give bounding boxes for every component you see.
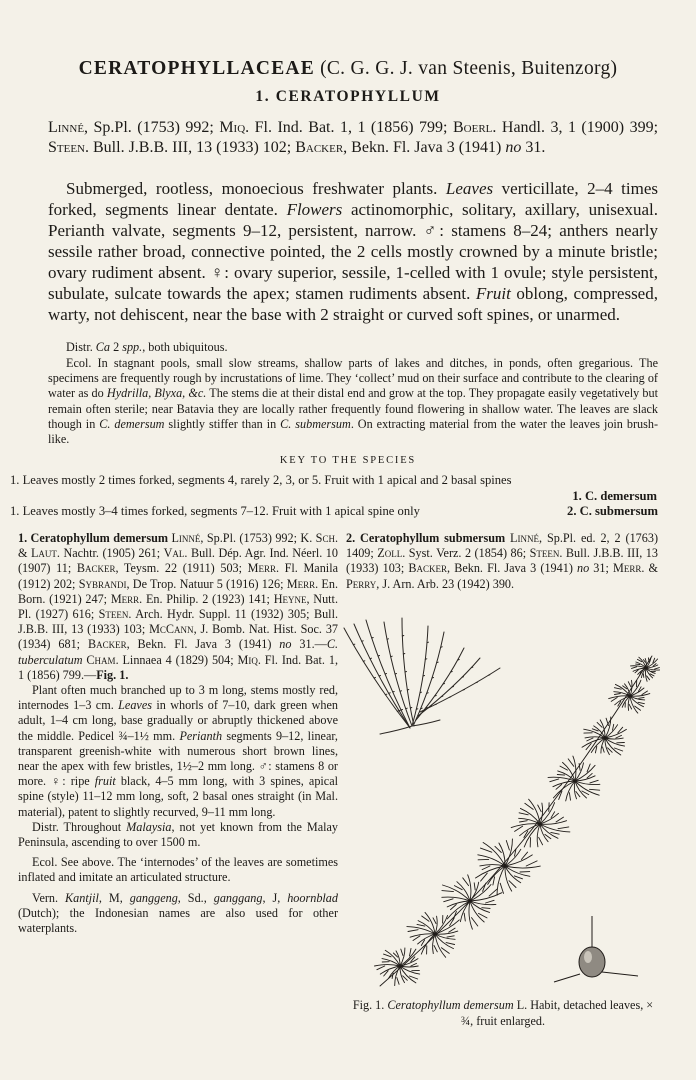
text-run: . En. Born. (1921) 247;: [18, 576, 338, 606]
whorl-leaf: [505, 866, 540, 868]
text-run: (Dutch); the Indonesian names are also used for other waterplants.: [18, 905, 338, 936]
text-run: McCann: [149, 622, 194, 637]
text-run: , both ubiquitous.: [142, 340, 228, 354]
whorl-fork: [538, 805, 542, 812]
whorl-leaf: [418, 934, 435, 944]
text-run: Val: [163, 546, 185, 561]
text-run: Sybrandi: [78, 576, 127, 591]
text-run: Fig. 1.: [96, 667, 129, 682]
whorl-fork: [525, 803, 533, 809]
leaf-dent: [420, 692, 422, 693]
whorl-leaf: [628, 696, 630, 710]
leaf-dent: [401, 710, 403, 711]
whorl-fork: [392, 973, 393, 978]
text-run: oblong, compressed, warty, not dehiscent, near the base with 2 straight or curved soft spines, or unarmed.: [48, 284, 658, 324]
leaf-dent: [379, 676, 381, 677]
whorl-leaf: [585, 737, 605, 738]
whorl-fork: [639, 697, 644, 698]
whorl-fork: [647, 676, 650, 680]
leaf-dent: [443, 684, 445, 685]
whorl-fork: [628, 682, 631, 687]
whorl-leaf: [540, 824, 570, 832]
text-run: Miq: [219, 119, 246, 136]
whorl-fork: [551, 832, 559, 834]
text-run: Kantjil: [65, 890, 99, 905]
text-run: Ca: [95, 340, 111, 354]
whorl-leaf: [435, 934, 455, 939]
text-run: black, 4–5 mm long, with 3 spines, apical spine (style) 11–12 mm long, soft, 2 basal ones straight (in Mal. material), patent to slightly recurved, 9–11 mm long.: [18, 774, 338, 819]
key-lead-1-result: 1. C. demersum: [572, 489, 657, 503]
whorl-fork: [519, 813, 528, 815]
fruit-drawing: [554, 916, 638, 982]
text-run: C. tuberculatum: [18, 637, 338, 667]
text-run: . Fl. Ind. Bat. 1, 1 (1856) 799.—: [18, 652, 338, 682]
genus-heading: 1. CERATOPHYLLUM: [255, 88, 441, 105]
text-run: Linné: [171, 531, 201, 545]
whorl-fork: [587, 738, 593, 741]
text-run: Steen: [48, 139, 85, 156]
text-run: C. submersum: [280, 416, 351, 431]
whorl-leaf: [400, 966, 418, 967]
whorl-fork: [615, 748, 623, 751]
text-run: 31.—: [291, 637, 327, 652]
whorl-fork: [576, 792, 580, 797]
whorl-fork: [411, 963, 417, 966]
whorl-fork: [590, 789, 600, 790]
text-run: 31;: [589, 561, 613, 576]
text-run: Merr: [247, 561, 276, 576]
genus-ecology: [48, 356, 658, 447]
text-run: . En. Philip. 2 (1923) 141;: [139, 591, 274, 606]
whorl-fork: [539, 837, 543, 844]
text-run: . Bull. J.B.B. III, 13 (1933) 103;: [346, 546, 658, 576]
whorl-leaf: [553, 781, 575, 798]
text-run: , Nutt. Pl. (1927) 616;: [18, 591, 338, 622]
species-2-column: [346, 531, 658, 592]
text-run: . Syst. Verz. 2 (1854) 86;: [402, 546, 530, 561]
text-run: verticillate, 2–4 times forked, segments linear dentate.: [48, 179, 658, 219]
whorl-fork: [509, 881, 516, 888]
leaf-segment: [402, 618, 414, 726]
leaf-dent: [463, 690, 465, 691]
whorl-fork: [629, 704, 631, 709]
text-run: Boerl: [453, 119, 493, 136]
leaf-segment: [420, 668, 500, 712]
whorl-fork: [474, 883, 475, 890]
whorl-fork: [603, 747, 605, 752]
whorl-fork: [463, 878, 469, 886]
whorl-fork: [413, 936, 420, 941]
whorl-leaf: [425, 912, 435, 934]
text-run: , J. Bomb. Nat. Hist. Soc. 37 (1934) 681;: [18, 622, 339, 652]
text-run: Leaves: [118, 698, 152, 713]
leaf-dent: [410, 708, 412, 709]
text-run: , Bekn. Fl. Java 3 (1941): [126, 637, 280, 652]
text-run: Flowers: [286, 200, 343, 219]
leaf-dent: [462, 677, 464, 678]
leaf-dent: [403, 654, 405, 655]
whorl-fork: [515, 826, 523, 831]
whorl-fork: [550, 779, 559, 782]
text-run: , J. Arn. Arb. 23 (1942) 390.: [376, 576, 515, 591]
whorl-fork: [614, 688, 621, 690]
whorl-fork: [643, 674, 644, 678]
whorl-fork: [486, 900, 495, 903]
whorl-fork: [613, 724, 614, 730]
text-run: . Fl. Manila (1912) 202;: [18, 561, 338, 591]
leaf-dent: [385, 694, 387, 695]
text-run: Merr. & Perry: [346, 561, 658, 591]
genus-distribution: [48, 340, 658, 355]
leaf-dent: [353, 644, 355, 645]
leaf-dent: [437, 662, 439, 663]
leaf-dent: [435, 704, 437, 705]
text-run: . Handl. 3, 1 (1900) 399;: [492, 119, 659, 136]
detached-leaves-drawing: [344, 618, 500, 734]
leaf-dent: [425, 659, 427, 660]
whorl-fork: [495, 846, 501, 852]
whorl-fork: [608, 748, 613, 753]
leaf-dent: [406, 708, 408, 709]
whorl-fork: [384, 954, 392, 957]
whorl-leaf: [385, 950, 400, 966]
leaf-dent: [427, 693, 429, 694]
species-1-column: [18, 531, 338, 936]
text-run: , Sp.Pl. (1753) 992;: [200, 531, 301, 545]
text-run: 31.: [521, 139, 546, 156]
whorl-leaf: [540, 824, 558, 838]
leaf-dent: [441, 647, 443, 648]
text-run: Steen: [98, 607, 129, 622]
family-title: [0, 58, 696, 80]
key-lead-2-result: 2. C. submersum: [567, 504, 658, 518]
leaf-segment: [414, 632, 444, 724]
text-run: L. Habit, detached leaves, × ¾, fruit enlarged.: [460, 998, 654, 1028]
text-run: ganggang: [213, 890, 263, 905]
whorl-leaf: [483, 843, 505, 867]
whorl-leaf: [540, 803, 543, 824]
stem: [380, 656, 652, 986]
text-run: no: [505, 139, 522, 156]
leaf-segment: [384, 622, 412, 726]
whorl-fork: [442, 891, 454, 892]
figure-illustration: [340, 616, 660, 992]
whorl-fork: [595, 747, 596, 753]
text-run: ganggeng: [129, 890, 178, 905]
text-run: Zoll: [377, 546, 403, 561]
key-lead-2: [10, 504, 658, 519]
whorl-fork: [611, 698, 617, 702]
leaf-dent: [451, 672, 453, 673]
whorl-fork: [655, 668, 660, 670]
key-lead-1: 1. Leaves mostly 2 times forked, segments 4, rarely 2, 3, or 5. Fruit with 1 apical and 2 basal spines: [10, 473, 512, 487]
text-run: fruit: [94, 774, 116, 789]
leaf-dent: [374, 678, 376, 679]
text-run: slightly stiffer than in: [164, 416, 281, 431]
whorl-fork: [433, 918, 436, 924]
species-1-description: [18, 683, 338, 820]
whorl-leaf: [443, 885, 471, 901]
text-run: Merr: [286, 576, 316, 591]
whorl-fork: [434, 946, 437, 952]
leaf-dent: [476, 682, 478, 683]
key-heading: KEY TO THE SPECIES: [279, 455, 417, 466]
whorl-fork: [464, 913, 465, 921]
leaf-dent: [389, 693, 391, 694]
text-run: . Nachtr. (1905) 261;: [56, 546, 164, 561]
text-run: , Teysm. 22 (1911) 503;: [115, 561, 248, 576]
leaf-dent: [432, 678, 434, 679]
text-run: Backer: [76, 561, 116, 576]
leaf-dent: [372, 638, 374, 639]
whorl-fork: [408, 930, 418, 932]
whorl-leaf: [575, 781, 599, 795]
text-run: Submerged, rootless, monoecious freshwater plants.: [66, 179, 446, 198]
leaf-dent: [421, 708, 423, 709]
text-run: . Bull. J.B.B. III, 13 (1933) 102;: [85, 139, 296, 156]
whorl-fork: [403, 976, 408, 981]
text-run: . Bull. Dép. Agr. Ind. Néerl. 10 (1907) 11;: [18, 546, 338, 576]
family-name: CERATOPHYLLACEAE: [78, 58, 315, 79]
leaf-dent: [435, 696, 437, 697]
text-run: , Sd.,: [177, 890, 214, 905]
whorl-fork: [556, 817, 564, 822]
whorl-fork: [568, 759, 574, 766]
leaf-dent: [405, 672, 407, 673]
text-run: K. Sch. & Laut: [18, 531, 338, 561]
text-run: Backer: [408, 561, 448, 576]
text-run: segments 9–12, linear, transparent greenish-white with numerous short brown lines, near the apex with few bristles, 1½–2 mm long. ♂: stamens 8 or more. ♀: ripe: [18, 728, 338, 789]
whorl-fork: [638, 702, 644, 703]
leaf-dent: [395, 674, 397, 675]
text-run: Leaves: [445, 179, 494, 198]
text-run: Steen: [529, 546, 560, 561]
text-run: Ceratophyllum demersum: [387, 998, 514, 1012]
whorl-fork: [616, 735, 622, 738]
text-run: no: [577, 561, 590, 576]
leaf-dent: [449, 697, 451, 698]
text-run: , De Trop. Natuur 5 (1916) 126;: [126, 576, 287, 591]
whorl-fork: [642, 691, 648, 695]
leaf-dent: [402, 636, 404, 637]
text-run: , M,: [98, 890, 130, 905]
text-run: Merr: [110, 591, 140, 606]
whorl-fork: [480, 848, 491, 852]
whorl-leaf: [537, 824, 540, 847]
leaf-dent: [427, 642, 429, 643]
species-1-vernacular: [18, 891, 338, 937]
species-2-citation: [346, 531, 658, 592]
text-run: , not yet known from the Malay Peninsula, ascending to over 1500 m.: [18, 819, 339, 850]
whorl-fork: [447, 936, 454, 937]
species-1-distribution: [18, 820, 338, 850]
whorl-fork: [449, 928, 455, 932]
whorl-fork: [526, 861, 537, 866]
text-run: C. demersum: [99, 416, 165, 431]
leaf-dent: [471, 667, 473, 668]
text-run: no: [279, 637, 292, 652]
text-run: hoornblad: [287, 890, 338, 905]
text-run: . Fl. Ind. Bat. 1, 1 (1856) 799;: [245, 119, 453, 136]
text-run: 2. Ceratophyllum submersum: [346, 531, 506, 545]
leaf-dent: [416, 709, 418, 710]
species-1-citation: [18, 531, 338, 683]
text-run: 2: [110, 340, 123, 354]
whorl-fork: [472, 918, 478, 926]
whorl-fork: [482, 866, 490, 870]
text-run: Cham: [86, 652, 116, 667]
leaf-dent: [393, 692, 395, 693]
whorl-leaf: [433, 934, 435, 954]
whorl-fork: [417, 924, 425, 926]
whorl-fork: [648, 658, 649, 662]
whorl-leaf: [407, 927, 435, 934]
whorl-fork: [493, 877, 495, 885]
leaf-dent: [387, 639, 389, 640]
text-run: , J,: [262, 890, 288, 905]
whorl-leaf: [400, 966, 416, 983]
whorl-fork: [410, 976, 418, 979]
whorl-fork: [632, 667, 637, 669]
whorl-leaf: [375, 965, 401, 966]
text-run: Perianth: [179, 728, 223, 743]
leaf-dent: [363, 661, 365, 662]
leaf-dent: [407, 690, 409, 691]
text-run: Fig. 1.: [352, 998, 388, 1012]
text-run: Ecol. In stagnant pools, small slow streams, shallow parts of lakes and ditches, in ponds, often gregarious. The specimens are frequently rough by incrustations of lime. They ‘collect’ mud on their surface and contribute to the clearing of water as do: [48, 356, 658, 401]
text-run: , Bekn. Fl. Java 3 (1941): [343, 139, 506, 156]
leaf-dent: [385, 674, 387, 675]
whorl-fork: [557, 775, 564, 776]
text-run: Linné: [48, 119, 85, 136]
genus-citation: [48, 118, 658, 158]
whorl-fork: [643, 660, 645, 663]
text-run: Plant often much branched up to 3 m long, stems mostly red, internodes 1–3 cm.: [18, 683, 338, 713]
leaf-dent: [452, 687, 454, 688]
whorl-fork: [444, 899, 453, 902]
text-run: Linné: [510, 531, 539, 545]
leaf-segment: [366, 620, 410, 728]
leaf-dent: [426, 708, 428, 709]
leaf-dent: [378, 656, 380, 657]
leaf-dent: [423, 676, 425, 677]
text-run: . On extracting material from the water the leaves join brush-like.: [48, 416, 658, 447]
leaf-dent: [362, 641, 364, 642]
whorl-leaf: [488, 866, 505, 884]
whorl-leaf: [540, 824, 548, 842]
whorl-leaf: [418, 921, 435, 934]
leaf-dent: [370, 658, 372, 659]
text-run: in whorls of 7–10, dark green when adult, 1–4 cm long, base gradually or abruptly thickened above the middle. Pedicel ¾–1½ mm.: [18, 698, 338, 743]
whorl-leaf: [505, 866, 521, 883]
text-run: Miq: [237, 652, 258, 667]
leaf-segment: [416, 648, 464, 720]
leaf-dent: [399, 710, 401, 711]
genus-description: [48, 178, 658, 325]
leaf-dent: [441, 696, 443, 697]
whorl-leaf: [435, 916, 437, 934]
whorl-fork: [506, 841, 509, 851]
whorl-fork: [482, 908, 490, 909]
whorl-fork: [446, 943, 455, 945]
text-run: Fruit: [475, 284, 511, 303]
whorl-fork: [520, 821, 528, 822]
leaf-dent: [400, 691, 402, 692]
whorl-fork: [592, 729, 598, 731]
whorl-fork: [597, 722, 602, 727]
leaf-dent: [458, 660, 460, 661]
whorl-leaf: [605, 738, 621, 755]
text-run: Hydrilla, Blyxa, &c.: [106, 386, 207, 401]
leaf-dent: [488, 675, 490, 676]
whorl-fork: [615, 694, 621, 695]
text-run: , Bekn. Fl. Java 3 (1941): [447, 561, 577, 576]
text-run: The stems die at their distal end and grow at the top. They propagate easily vegetatively but remain often sterile; near Batavia they are locally rather frequently found flowering in shallow water. The leaves are slack though in: [48, 386, 658, 431]
text-run: spp.: [122, 340, 143, 354]
whorl-fork: [569, 793, 570, 801]
text-run: . Arch. Hydr. Suppl. 11 (1932) 305; Bull. J.B.B. III, 13 (1933) 103;: [18, 607, 338, 637]
text-run: , Sp.Pl. (1753) 992;: [84, 119, 220, 136]
family-author: (C. G. G. J. van Steenis, Buitenzorg): [314, 58, 618, 79]
leaf-segment: [354, 624, 410, 728]
text-run: . Linnaea 4 (1829) 504;: [115, 652, 238, 667]
key-lead-2-text: 1. Leaves mostly 3–4 times forked, segments 7–12. Fruit with 1 apical spine only: [10, 504, 420, 518]
whorl-fork: [397, 978, 399, 985]
text-run: 1. Ceratophyllum demersum: [18, 531, 169, 545]
whorl-leaf: [505, 849, 521, 866]
text-run: actinomorphic, solitary, axillary, unisexual. Perianth valvate, segments 9–12, persistent, narrow. ♂: stamens 8–24; anthers nearly sessile rather broad, connective pointed, the 2 cells mostly crowned by a minute bristle; ovary rudiment absent. ♀: ovary superior, sessile, 1-celled with 1 ovule; style persistent, subulate, sulcate towards the apex; stamen rudiments absent.: [48, 200, 658, 303]
text-run: Distr.: [66, 340, 96, 354]
figure-caption: [348, 998, 658, 1029]
whorl-fork: [558, 827, 569, 829]
whorl-fork: [377, 966, 385, 970]
whorl-fork: [514, 876, 522, 879]
text-run: , Sp.Pl. ed. 2, 2 (1763) 1409;: [346, 531, 659, 561]
whorl-fork: [500, 883, 503, 893]
text-run: Backer: [295, 139, 344, 156]
whorl-fork: [410, 949, 412, 957]
whorl-leaf: [605, 738, 623, 739]
text-run: Vern.: [32, 890, 66, 905]
species-1-ecology: [18, 855, 338, 885]
text-run: Backer: [87, 637, 127, 652]
whorl-leaf: [605, 725, 618, 738]
whorl-fork: [401, 949, 403, 955]
text-run: Distr. Throughout: [32, 819, 127, 834]
text-run: Heyne: [273, 591, 307, 606]
whorl-fork: [590, 780, 598, 783]
text-run: Ecol. See above. The ‘internodes’ of the leaves are sometimes inflated and imitate an articulated structure.: [18, 855, 338, 885]
text-run: Malaysia: [126, 819, 172, 834]
leaf-dent: [391, 656, 393, 657]
whorl-leaf: [505, 839, 512, 866]
